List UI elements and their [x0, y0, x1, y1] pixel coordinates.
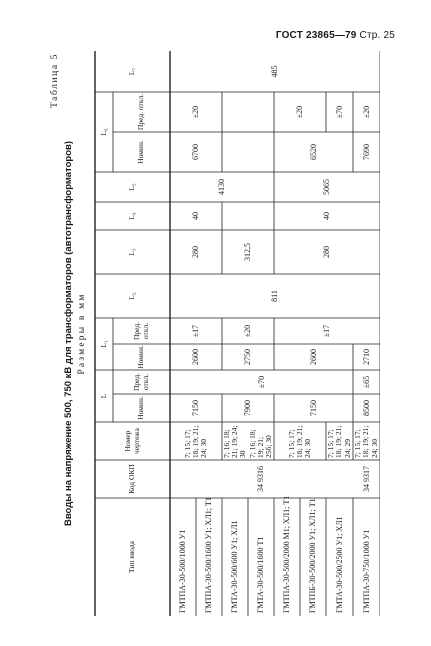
L6-dev: ±20 — [191, 105, 201, 119]
header-L4: L₄ — [127, 212, 137, 220]
L5-value: 5065 — [322, 179, 332, 195]
L1-dev: ±17 — [322, 324, 332, 338]
header-L1: L₁ — [98, 340, 108, 348]
header-L7: L₇ — [127, 67, 137, 76]
L6-dev: ±20 — [295, 105, 305, 119]
L1-dev: ±17 — [191, 324, 201, 338]
L2-value: 811 — [270, 290, 280, 302]
L6-dev: ±20 — [361, 105, 371, 119]
L7-value: 485 — [270, 65, 280, 78]
L3-value: 312,5 — [243, 243, 253, 261]
L-nom: 7900 — [243, 400, 253, 416]
header-L1-nom: Номин. — [136, 345, 146, 369]
L4-value: 40 — [191, 212, 201, 220]
header-L-nom: Номин. — [136, 396, 146, 420]
drawing-number: 7; 15; 17; 18; 19; 21; 24; 29 — [326, 425, 352, 458]
L1-nom: 2750 — [243, 349, 253, 365]
L1-nom: 2710 — [361, 349, 371, 365]
row-type: ГМТПБ-30-500/2000 У1; ХЛ1; Т1 — [308, 498, 318, 613]
header-L-dev: Пред. откл. — [132, 372, 150, 392]
L6-nom: 6520 — [308, 144, 318, 160]
L6-dev: ±70 — [334, 105, 344, 119]
L5-value: 4130 — [217, 179, 227, 195]
L-dev: ±70 — [256, 375, 266, 389]
rotated-table-block — [50, 51, 380, 616]
row-type: ГМТПА-30-500/1000 У1 — [178, 529, 188, 613]
L1-nom: 2600 — [191, 349, 201, 365]
header-L6-nom: Номин. — [136, 140, 146, 164]
header-drawing: Номер чертежа — [123, 428, 141, 454]
header-L3: L₃ — [127, 248, 137, 256]
L-nom: 8500 — [361, 400, 371, 416]
header-L1-dev: Пред. откл. — [132, 321, 150, 341]
table-title: Вводы на напряжение 500, 750 кВ для трансформаторов (автотрансформаторов) — [63, 140, 74, 527]
header-L6: L₆ — [98, 128, 108, 136]
L3-value: 280 — [191, 246, 201, 258]
drawing-number: 7; 15; 17; 18; 19; 21; 24; 30 — [182, 425, 209, 458]
header-L2: L₂ — [127, 292, 137, 300]
L1-dev: ±20 — [243, 324, 253, 338]
L-nom: 7150 — [308, 400, 318, 416]
row-type: ГМТА-30-500/1600 Т1 — [256, 536, 266, 613]
drawing-number: 7; 15; 17; 18; 19; 21; 24; 30 — [353, 425, 379, 458]
table-label: Таблица 5 — [50, 53, 60, 109]
L6-nom: 6700 — [191, 144, 201, 160]
drawing-number: 7; 16; 18; 21; 19; 24; 30 — [221, 425, 248, 458]
row-type: ГМТПА-30-750/1000 У1 — [361, 529, 371, 613]
header-L: L — [98, 393, 108, 399]
L3-value: 280 — [322, 246, 332, 258]
header-okp: Код ОКП — [127, 464, 137, 494]
row-type: ГМТА-30-500/2500 У1; ХЛ1 — [334, 516, 344, 613]
standard-number: ГОСТ 23865—79 — [275, 30, 357, 41]
header-L6-dev: Пред. откл. — [136, 93, 146, 131]
row-type: ГМТПА-30-500/2000 М1; ХЛ1; Т1 — [282, 495, 292, 613]
L6-nom: 7690 — [361, 144, 371, 160]
drawing-number: 7; 16; 18; 19; 21; 25б; 30 — [247, 429, 274, 458]
table-subtitle: Размеры в мм — [77, 292, 87, 375]
row-type: ГМТА-30-500/600 У1; ХЛ1 — [230, 520, 240, 613]
header-L5: L₅ — [127, 183, 137, 191]
okp-code: 34 9316 — [256, 466, 266, 492]
page-header — [276, 30, 395, 41]
drawing-number: 7; 15; 17; 18; 19; 21; 24; 30 — [286, 425, 313, 458]
okp-code: 34 9317 — [361, 466, 371, 492]
L1-nom: 2600 — [308, 349, 318, 365]
L-dev: ±65 — [361, 375, 371, 389]
header-type: Тип ввода — [127, 541, 137, 574]
page-number: Стр. 25 — [359, 30, 395, 41]
L-nom: 7150 — [191, 400, 201, 416]
L4-value: 40 — [322, 212, 332, 220]
row-type: ГМТПА-30-500/1600 У1; ХЛ1; Т1 — [204, 497, 214, 613]
